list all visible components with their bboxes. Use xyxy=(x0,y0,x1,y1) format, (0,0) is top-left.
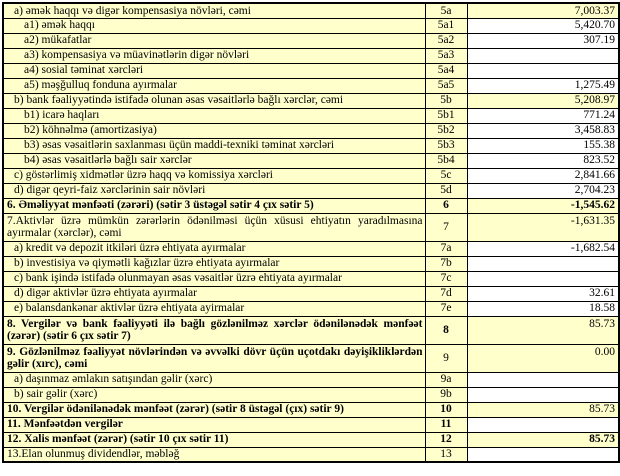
table-row xyxy=(3,138,619,153)
row-value: 5,208.97 xyxy=(467,93,619,108)
row-value xyxy=(467,387,619,402)
row-code: 7d xyxy=(425,286,467,301)
row-code: 5b xyxy=(425,93,467,108)
table-row xyxy=(3,18,619,33)
table-row xyxy=(3,372,619,387)
row-label: b) investisiya və qiymətli kağızlar üzrə ehtiyata ayırmalar xyxy=(3,256,425,271)
row-label: e) balansdankənar aktivlər üzrə ehtiyata ayirmalar xyxy=(3,301,425,316)
row-code: 5a2 xyxy=(425,33,467,48)
row-code: 12 xyxy=(425,432,467,447)
row-code: 7b xyxy=(425,256,467,271)
row-label: a1) əmək haqqı xyxy=(3,18,425,33)
row-value: 85.73 xyxy=(467,316,619,344)
row-code: 11 xyxy=(425,417,467,432)
row-value: 3,458.83 xyxy=(467,123,619,138)
row-code: 9b xyxy=(425,387,467,402)
row-label: c) bank işində istifadə olunmayan əsas vəsaitlər üzrə ehtiyata ayırmalar xyxy=(3,271,425,286)
row-value xyxy=(467,417,619,432)
row-label: 10. Vergilər ödənilənədək mənfəət (zərər) (sətir 8 üstəgəl (çıx) sətir 9) xyxy=(3,402,425,417)
row-value xyxy=(467,63,619,78)
row-value: -1,682.54 xyxy=(467,241,619,256)
row-label: 12. Xalis mənfəət (zərər) (sətir 10 çıx sətir 11) xyxy=(3,432,425,447)
row-value: 85.73 xyxy=(467,402,619,417)
table-row xyxy=(3,301,619,316)
row-code: 5b1 xyxy=(425,108,467,123)
row-code: 7e xyxy=(425,301,467,316)
row-value: 307.19 xyxy=(467,33,619,48)
row-code: 10 xyxy=(425,402,467,417)
row-label: b4) əsas vəsaitlərlə bağlı sair xərclər xyxy=(3,153,425,168)
row-value xyxy=(467,372,619,387)
row-label: 7.Aktivlər üzrə mümkün zərərlərin ödənilməsi üçün xüsusi ehtiyatın yaradılmasına ayırmalar (xərclər), cəmi xyxy=(3,213,425,241)
table-row xyxy=(3,3,619,18)
table-row xyxy=(3,271,619,286)
table-row xyxy=(3,63,619,78)
row-code: 6 xyxy=(425,198,467,213)
row-code: 7 xyxy=(425,213,467,241)
table-row xyxy=(3,198,619,213)
row-label: a) əmək haqqı və digər kompensasiya növləri, cəmi xyxy=(3,3,425,18)
table-row xyxy=(3,78,619,93)
row-value: 2,704.23 xyxy=(467,183,619,198)
row-label: a5) məşğulluq fonduna ayırmalar xyxy=(3,78,425,93)
row-value xyxy=(467,48,619,63)
row-code: 5b3 xyxy=(425,138,467,153)
row-label: a) daşınmaz əmlakın satışından gəlir (xərc) xyxy=(3,372,425,387)
row-label: 13.Elan olunmuş dividendlər, məbləğ xyxy=(3,447,425,462)
table-row xyxy=(3,402,619,417)
row-label: b2) köhnəlmə (amortizasiya) xyxy=(3,123,425,138)
row-label: b1) icarə haqları xyxy=(3,108,425,123)
table-row xyxy=(3,213,619,241)
row-code: 5d xyxy=(425,183,467,198)
row-value: -1,631.35 xyxy=(467,213,619,241)
table-row xyxy=(3,447,619,462)
table-row xyxy=(3,316,619,344)
financial-statement-sheet xyxy=(2,2,620,463)
row-value: 1,275.49 xyxy=(467,78,619,93)
row-code: 9a xyxy=(425,372,467,387)
row-label: 6. Əməliyyat mənfəəti (zərəri) (sətir 3 üstəgəl sətir 4 çıx sətir 5) xyxy=(3,198,425,213)
row-value xyxy=(467,447,619,462)
row-value xyxy=(467,271,619,286)
row-code: 13 xyxy=(425,447,467,462)
row-code: 5b4 xyxy=(425,153,467,168)
table-row xyxy=(3,286,619,301)
row-label: 11. Mənfəətdən vergilər xyxy=(3,417,425,432)
row-label: 9. Gözlənilməz fəaliyyət növlərindən və əvvəlki dövr üçün uçotdakı dəyişikliklərdən gəlir (xırc), cəmi xyxy=(3,344,425,372)
row-label: c) göstərlimiş xidmətlər üzrə haqq və komissiya xərcləri xyxy=(3,168,425,183)
table-row xyxy=(3,344,619,372)
row-label: a4) sosial təminat xərcləri xyxy=(3,63,425,78)
row-code: 9 xyxy=(425,344,467,372)
row-code: 5c xyxy=(425,168,467,183)
row-code: 5a xyxy=(425,3,467,18)
row-value: 32.61 xyxy=(467,286,619,301)
row-code: 8 xyxy=(425,316,467,344)
row-value: 2,841.66 xyxy=(467,168,619,183)
table-row xyxy=(3,387,619,402)
table-row xyxy=(3,417,619,432)
table-row xyxy=(3,48,619,63)
row-label: b) sair gəlir (xərc) xyxy=(3,387,425,402)
row-code: 5a5 xyxy=(425,78,467,93)
row-label: d) digər aktivlər üzrə ehtiyata ayırmalar xyxy=(3,286,425,301)
row-label: a) kredit və depozit itkiləri üzrə ehtiyata ayırmalar xyxy=(3,241,425,256)
row-value: 155.38 xyxy=(467,138,619,153)
table-row xyxy=(3,93,619,108)
row-value xyxy=(467,256,619,271)
row-label: d) digər qeyri-faiz xərclərinin sair növləri xyxy=(3,183,425,198)
table-row xyxy=(3,168,619,183)
row-label: b) bank fəaliyyətində istifadə olunan əsas vəsaitlərlə bağlı xərclər, cəmi xyxy=(3,93,425,108)
row-value: 771.24 xyxy=(467,108,619,123)
table-row xyxy=(3,33,619,48)
table-body xyxy=(3,3,619,462)
table-row xyxy=(3,256,619,271)
row-value: 85.73 xyxy=(467,432,619,447)
table-row xyxy=(3,108,619,123)
table-row xyxy=(3,153,619,168)
row-code: 5a4 xyxy=(425,63,467,78)
row-label: a3) kompensasiya və müavinətlərin digər növləri xyxy=(3,48,425,63)
row-value: 0.00 xyxy=(467,344,619,372)
row-value: -1,545.62 xyxy=(467,198,619,213)
row-value: 7,003.37 xyxy=(467,3,619,18)
row-code: 7c xyxy=(425,271,467,286)
row-code: 7a xyxy=(425,241,467,256)
row-code: 5b2 xyxy=(425,123,467,138)
row-label: 8. Vergilər və bank fəaliyyəti ilə bağlı gözlənilməz xərclər ödənilənədək mənfəət (zərər) (sətir 6 çıx sətir 7) xyxy=(3,316,425,344)
row-value: 5,420.70 xyxy=(467,18,619,33)
row-value: 18.58 xyxy=(467,301,619,316)
row-value: 823.52 xyxy=(467,153,619,168)
table-row xyxy=(3,183,619,198)
table-row xyxy=(3,241,619,256)
row-code: 5a3 xyxy=(425,48,467,63)
row-code: 5a1 xyxy=(425,18,467,33)
table-row xyxy=(3,432,619,447)
row-label: a2) mükafatlar xyxy=(3,33,425,48)
table-row xyxy=(3,123,619,138)
financial-table xyxy=(2,2,620,463)
row-label: b3) əsas vəsaitlərin saxlanması üçün maddi-texniki təminat xərcləri xyxy=(3,138,425,153)
